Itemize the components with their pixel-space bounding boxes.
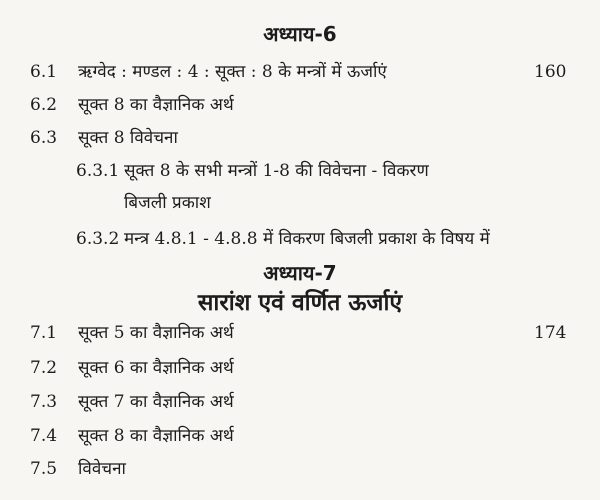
entry-number: 7.3 — [30, 392, 58, 412]
entry-title: मन्त्र 4.8.1 - 4.8.8 में विकरण बिजली प्रकाश के विषय में — [124, 229, 490, 249]
entry-title: सूक्त 6 का वैज्ञानिक अर्थ — [78, 358, 234, 378]
entry-title: सूक्त 8 विवेचना — [78, 128, 178, 148]
entry-number: 6.1 — [30, 62, 58, 82]
entry-title: सूक्त 8 का वैज्ञानिक अर्थ — [78, 426, 234, 446]
chapter-6-heading: अध्याय-6 — [263, 22, 337, 46]
entry-number: 7.5 — [30, 459, 58, 479]
chapter-7-heading: अध्याय-7 — [263, 261, 337, 285]
entry-number: 7.4 — [30, 426, 58, 446]
entry-number: 7.2 — [30, 358, 58, 378]
entry-number: 6.3.1 — [76, 161, 120, 181]
page-number-160: 160 — [534, 62, 567, 82]
entry-title: विवेचना — [78, 459, 126, 479]
entry-title-continued: बिजली प्रकाश — [124, 193, 211, 213]
chapter-7-title: सारांश एवं वर्णित ऊर्जाएं — [197, 290, 403, 316]
entry-title: सूक्त 8 के सभी मन्त्रों 1-8 की विवेचना - विकरण — [124, 161, 429, 181]
entry-title: सूक्त 8 का वैज्ञानिक अर्थ — [78, 95, 234, 115]
entry-number: 6.3.2 — [76, 229, 120, 249]
entry-number: 6.3 — [30, 128, 58, 148]
entry-number: 6.2 — [30, 95, 58, 115]
entry-title: सूक्त 7 का वैज्ञानिक अर्थ — [78, 392, 234, 412]
page-number-174: 174 — [534, 323, 567, 343]
entry-number: 7.1 — [30, 323, 58, 343]
entry-title: सूक्त 5 का वैज्ञानिक अर्थ — [78, 323, 234, 343]
entry-title: ऋग्वेद : मण्डल : 4 : सूक्त : 8 के मन्त्रों में ऊर्जाएं — [78, 62, 387, 82]
